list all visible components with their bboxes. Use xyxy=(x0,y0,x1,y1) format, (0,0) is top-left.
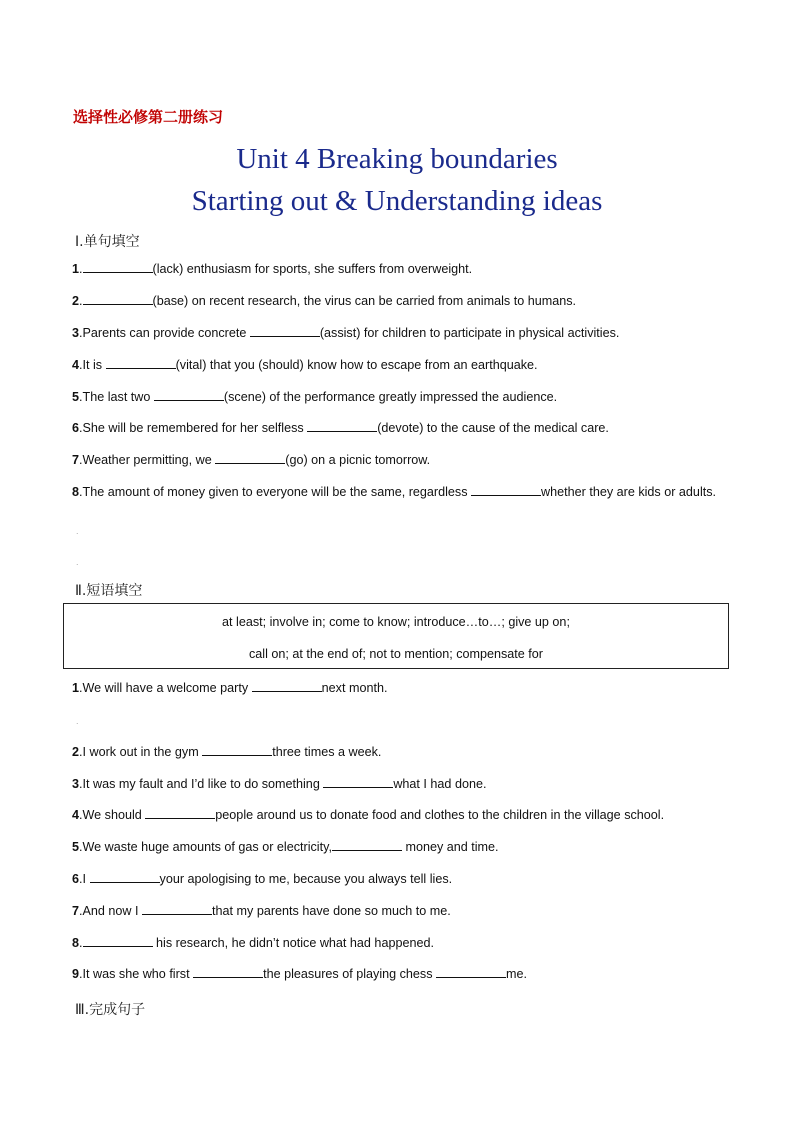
question-text: I work out in the gym xyxy=(82,745,203,759)
question-text: (vital) that you (should) know how to escape from an earthquake. xyxy=(175,358,538,372)
answer-blank[interactable] xyxy=(202,745,272,756)
question-text: (go) on a picnic tomorrow. xyxy=(285,453,431,467)
s2-question-3: 3.It was my fault and I’d like to do something what I had done. xyxy=(72,777,487,791)
answer-blank[interactable] xyxy=(90,872,160,883)
answer-blank[interactable] xyxy=(154,390,224,401)
phrase-bank-line-1: at least; involve in; come to know; introduce…to…; give up on; xyxy=(222,615,570,629)
question-number: 6 xyxy=(72,421,80,435)
answer-blank[interactable] xyxy=(471,485,541,496)
answer-blank[interactable] xyxy=(436,967,506,978)
question-text: We waste huge amounts of gas or electricity, xyxy=(82,840,332,854)
question-number: 3 xyxy=(72,777,80,791)
answer-blank[interactable] xyxy=(307,421,377,432)
answer-blank[interactable] xyxy=(323,777,393,788)
question-text: the pleasures of playing chess xyxy=(263,967,437,981)
question-text: (devote) to the cause of the medical care. xyxy=(377,421,609,435)
s2-question-4: 4.We should people around us to donate food and clothes to the children in the village school. xyxy=(72,808,665,822)
question-text: It is xyxy=(82,358,106,372)
question-text: She will be remembered for her selfless xyxy=(82,421,308,435)
s2-question-1: 1.We will have a welcome party next month. xyxy=(72,681,388,695)
lesson-title: Starting out & Understanding ideas xyxy=(191,185,603,217)
s2-question-6: 6.I your apologising to me, because you always tell lies. xyxy=(72,872,453,886)
question-text: what I had done. xyxy=(393,777,487,791)
question-text: It was she who first xyxy=(82,967,194,981)
answer-blank[interactable] xyxy=(215,453,285,464)
question-text: three times a week. xyxy=(272,745,382,759)
section-3-heading: Ⅲ.完成句子 xyxy=(75,1002,146,1018)
answer-blank[interactable] xyxy=(83,294,153,305)
question-number: 7 xyxy=(72,453,80,467)
s2-question-8: 8. his research, he didn’t notice what had happened. xyxy=(72,936,434,950)
phrase-bank-line-2: call on; at the end of; not to mention; compensate for xyxy=(248,647,544,661)
answer-blank[interactable] xyxy=(193,967,263,978)
s1-question-3: 3.Parents can provide concrete (assist) for children to participate in physical activities. xyxy=(72,326,620,340)
question-text: It was my fault and I’d like to do something xyxy=(82,777,324,791)
question-number: 3 xyxy=(72,326,80,340)
question-text: And now I xyxy=(82,904,143,918)
question-number: 9 xyxy=(72,967,80,981)
question-number: 1 xyxy=(72,681,80,695)
question-number: 1 xyxy=(72,262,80,276)
answer-blank[interactable] xyxy=(145,808,215,819)
section-2-heading: Ⅱ.短语填空 xyxy=(75,583,143,599)
question-number: 5 xyxy=(72,840,80,854)
question-text: Weather permitting, we xyxy=(82,453,216,467)
question-text: We should xyxy=(82,808,146,822)
paragraph-mark: . xyxy=(76,557,79,567)
question-number: 5 xyxy=(72,390,80,404)
question-text: your apologising to me, because you always tell lies. xyxy=(159,872,453,886)
answer-blank[interactable] xyxy=(106,358,176,369)
question-text: The amount of money given to everyone will be the same, regardless xyxy=(82,485,472,499)
question-number: 2 xyxy=(72,294,80,308)
phrase-bank-box xyxy=(63,603,729,669)
question-text: Parents can provide concrete xyxy=(82,326,250,340)
question-text: people around us to donate food and clothes to the children in the village school. xyxy=(215,808,665,822)
s1-question-6: 6.She will be remembered for her selfless (devote) to the cause of the medical care. xyxy=(72,421,609,435)
question-text: whether they are kids or adults. xyxy=(541,485,717,499)
question-number: 4 xyxy=(72,358,80,372)
question-text: I xyxy=(82,872,90,886)
question-text: We will have a welcome party xyxy=(82,681,252,695)
question-text: next month. xyxy=(321,681,388,695)
answer-blank[interactable] xyxy=(142,904,212,915)
unit-title: Unit 4 Breaking boundaries xyxy=(236,143,558,175)
answer-blank[interactable] xyxy=(83,936,153,947)
paragraph-mark: . xyxy=(76,526,79,536)
question-text: money and time. xyxy=(401,840,499,854)
answer-blank[interactable] xyxy=(332,840,402,851)
section-1-heading: Ⅰ.单句填空 xyxy=(75,234,140,250)
s2-question-9: 9.It was she who first the pleasures of playing chess me. xyxy=(72,967,528,981)
question-text: that my parents have done so much to me. xyxy=(212,904,451,918)
answer-blank[interactable] xyxy=(252,681,322,692)
s2-question-5: 5.We waste huge amounts of gas or electricity, money and time. xyxy=(72,840,499,854)
s1-question-4: 4.It is (vital) that you (should) know how to escape from an earthquake. xyxy=(72,358,538,372)
question-number: 7 xyxy=(72,904,80,918)
s1-question-8: 8.The amount of money given to everyone will be the same, regardless whether they are kids or adults. xyxy=(72,485,717,499)
question-text: (assist) for children to participate in physical activities. xyxy=(319,326,620,340)
question-number: 8 xyxy=(72,936,80,950)
s2-question-2: 2.I work out in the gym three times a week. xyxy=(72,745,382,759)
paragraph-mark: . xyxy=(76,716,79,726)
question-text: his research, he didn’t notice what had happened. xyxy=(152,936,434,950)
s1-question-5: 5.The last two (scene) of the performance greatly impressed the audience. xyxy=(72,390,558,404)
s1-question-7: 7.Weather permitting, we (go) on a picnic tomorrow. xyxy=(72,453,431,467)
question-text: me. xyxy=(506,967,528,981)
question-text: The last two xyxy=(82,390,154,404)
question-text: (lack) enthusiasm for sports, she suffers from overweight. xyxy=(152,262,473,276)
question-text: (base) on recent research, the virus can be carried from animals to humans. xyxy=(152,294,576,308)
question-number: 2 xyxy=(72,745,80,759)
s1-question-2: 2. (base) on recent research, the virus can be carried from animals to humans. xyxy=(72,294,576,308)
document-subtitle: 选择性必修第二册练习 xyxy=(73,108,224,126)
s2-question-7: 7.And now I that my parents have done so much to me. xyxy=(72,904,451,918)
question-number: 4 xyxy=(72,808,80,822)
question-number: 6 xyxy=(72,872,80,886)
answer-blank[interactable] xyxy=(83,262,153,273)
question-text: (scene) of the performance greatly impressed the audience. xyxy=(223,390,558,404)
question-number: 8 xyxy=(72,485,80,499)
s1-question-1: 1. (lack) enthusiasm for sports, she suffers from overweight. xyxy=(72,262,473,276)
answer-blank[interactable] xyxy=(250,326,320,337)
